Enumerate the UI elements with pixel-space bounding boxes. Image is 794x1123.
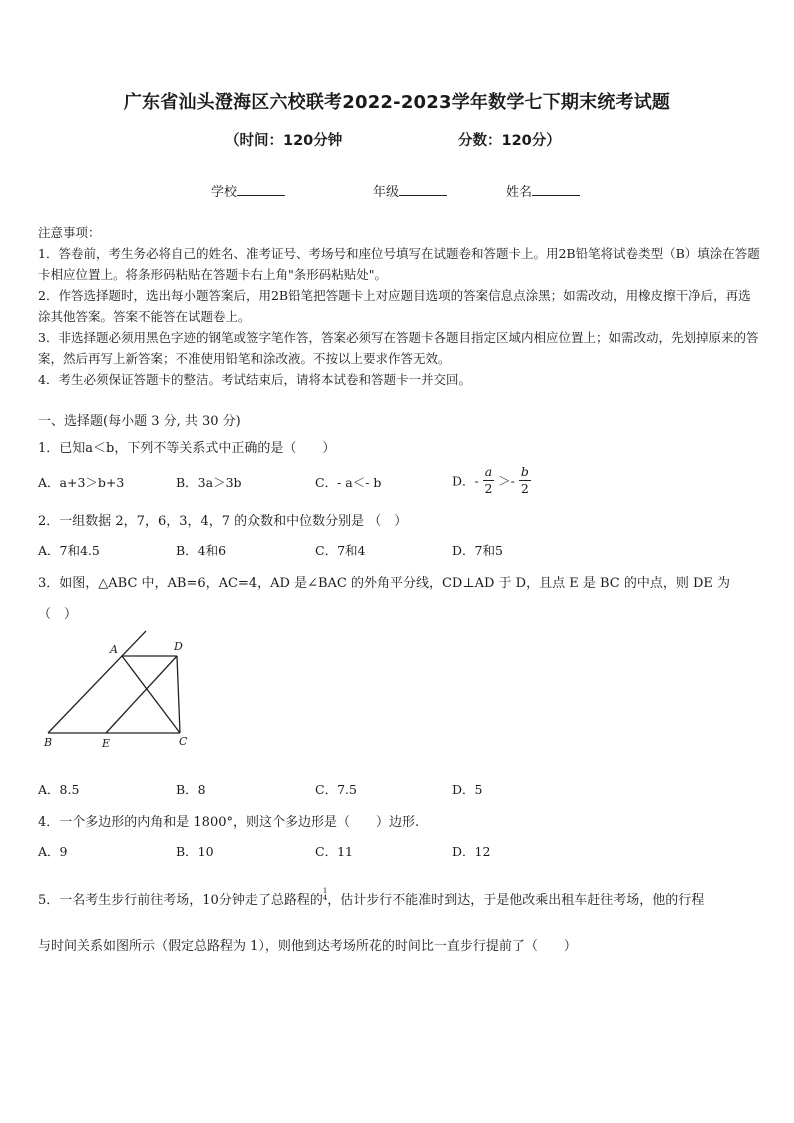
segment-ac [122, 656, 180, 733]
question-3-paren: （ ） [38, 607, 78, 622]
q5-text-a: 5．一名考生步行前往考场，10分钟走了总路程的 [38, 893, 323, 908]
q2-option-d: D．7和5 [452, 543, 503, 558]
grade-blank [399, 183, 447, 196]
q2-option-c: C．7和4 [315, 543, 366, 558]
q1-d-prefix: D．- [452, 473, 479, 489]
note-item: 3．非选择题必须用黑色字迹的钢笔或签字笔作答，答案必须写在答题卡各题目指定区域内相应位置上；如需改动，先划掉原来的答案，然后再写上新答案；不准使用铅笔和涂改液。不按以上要求作答无效。 [38, 330, 759, 366]
frac-numerator: a [484, 464, 493, 479]
q4-option-d: D．12 [452, 844, 491, 859]
q1-option-c: C．- a＜- b [315, 475, 382, 490]
q4-option-c: C．11 [315, 844, 353, 859]
frac-numerator: 1 [322, 887, 328, 895]
triangle-diagram [36, 628, 206, 753]
q1-option-a: A．a+3＞b+3 [38, 475, 125, 490]
segment-ed [106, 656, 177, 733]
q3-option-d: D．5 [452, 782, 483, 797]
exam-time: （时间：120分钟 [225, 133, 343, 149]
q3-option-a: A．8.5 [38, 782, 80, 797]
note-item: 4．考生必须保证答题卡的整洁。考试结束后，请将本试卷和答题卡一并交回。 [38, 372, 471, 387]
frac-denominator: 2 [484, 481, 493, 496]
q4-option-b: B．10 [176, 844, 214, 859]
q1-option-d [452, 464, 531, 497]
frac-denominator: 2 [520, 481, 529, 496]
q5-text-b: ，估计步行不能准时到达，于是他改乘出租车赶往考场，他的行程 [327, 893, 705, 908]
section-heading: 一、选择题(每小题 3 分, 共 30 分) [38, 414, 241, 429]
segment-dc [177, 656, 180, 733]
question-2-stem: 2．一组数据 2，7，6，3，4，7 的众数和中位数分别是 （ ） [38, 514, 408, 529]
line-b-to-ray [48, 631, 146, 733]
note-item: 1．答卷前，考生务必将自己的姓名、准考证号、考场号和座位号填写在试题卷和答题卡上。用2B铅笔将试卷类型（B）填涂在答题卡相应位置上。将条形码粘贴在答题卡右上角"条形码粘贴处"。 [38, 246, 760, 282]
notes-heading: 注意事项： [38, 225, 101, 240]
q4-option-a: A．9 [38, 844, 68, 859]
page-title: 广东省汕头澄海区六校联考2022-2023学年数学七下期末统考试题 [123, 92, 671, 113]
grade-field [373, 181, 447, 200]
question-5-line-1 [38, 888, 704, 908]
question-5-line-2: 与时间关系如图所示（假定总路程为 1），则他到达考场所花的时间比一直步行提前了（ ） [38, 939, 577, 954]
q1-d-mid: ＞- [498, 473, 515, 489]
note-item: 2．作答选择题时，选出每小题答案后，用2B铅笔把答题卡上对应题目选项的答案信息点涂黑；如需改动，用橡皮擦干净后，再选涂其他答案。答案不能答在试题卷上。 [38, 288, 751, 324]
q3-option-c: C．7.5 [315, 782, 357, 797]
name-field [506, 181, 580, 200]
q2-option-a: A．7和4.5 [38, 543, 100, 558]
label-d: D [174, 640, 183, 653]
school-field [211, 181, 285, 200]
name-blank [532, 183, 580, 196]
school-blank [237, 183, 285, 196]
exam-score: 分数：120分） [458, 133, 561, 149]
question-1-stem: 1．已知a＜b，下列不等关系式中正确的是（ ） [38, 441, 336, 456]
name-label: 姓名 [506, 185, 533, 200]
q2-option-b: B．4和6 [176, 543, 227, 558]
q3-option-b: B．8 [176, 782, 206, 797]
label-c: C [179, 735, 188, 748]
notes-block [38, 222, 760, 390]
label-e: E [102, 737, 111, 750]
school-label: 学校 [211, 185, 238, 200]
label-a: A [110, 643, 118, 656]
frac-denominator: 4 [322, 894, 328, 902]
question-4-stem: 4．一个多边形的内角和是 1800°，则这个多边形是（ ）边形. [38, 815, 420, 830]
fraction-a-over-2 [483, 464, 494, 497]
fraction-b-over-2 [519, 464, 531, 497]
frac-numerator: b [520, 464, 529, 479]
q1-option-b: B．3a＞3b [176, 475, 242, 490]
question-3-stem: 3．如图，△ABC 中，AB=6，AC=4，AD 是∠BAC 的外角平分线，CD⊥AD 于 D，且点 E 是 BC 的中点，则 DE 为 [38, 576, 731, 591]
grade-label: 年级 [373, 185, 400, 200]
label-b: B [44, 736, 53, 749]
